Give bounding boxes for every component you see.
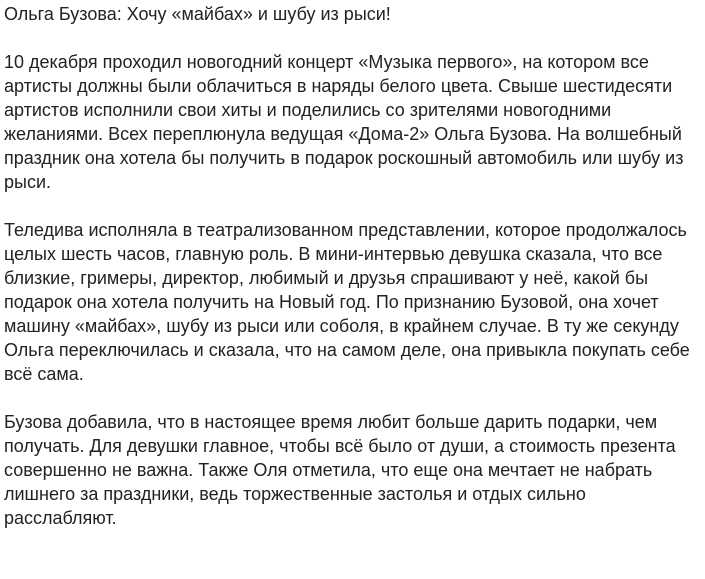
article-paragraph-2: Теледива исполняла в театрализованном представлении, которое продолжалось целых шесть часов, главную роль. В мини-интервью девушка сказала, что все близкие, гримеры, директор, любимый и друзья спрашивают у неё, какой бы подарок она хотела получить на Новый год. По признанию Бузовой, она хочет машину «майбах», шубу из рыси или соболя, в крайнем случае. В ту же секунду Ольга переключилась и сказала, что на самом деле, она привыкла покупать себе всё сама. (4, 220, 690, 384)
article-title: Ольга Бузова: Хочу «майбах» и шубу из рыси! (4, 4, 391, 24)
article-paragraph-1: 10 декабря проходил новогодний концерт «Музыка первого», на котором все артисты должны были облачиться в наряды белого цвета. Свыше шестидесяти артистов исполнили свои хиты и поделились со зрителями новогодними желаниями. Всех переплюнула ведущая «Дома-2» Ольга Бузова. На волшебный праздник она хотела бы получить в подарок роскошный автомобиль или шубу из рыси. (4, 52, 684, 192)
article-paragraph-3: Бузова добавила, что в настоящее время любит больше дарить подарки, чем получать. Для девушки главное, чтобы всё было от души, а стоимость презента совершенно не важна. Также Оля отметила, что еще она мечтает не набрать лишнего за праздники, ведь торжественные застолья и отдых сильно расслабляют. (4, 412, 676, 528)
